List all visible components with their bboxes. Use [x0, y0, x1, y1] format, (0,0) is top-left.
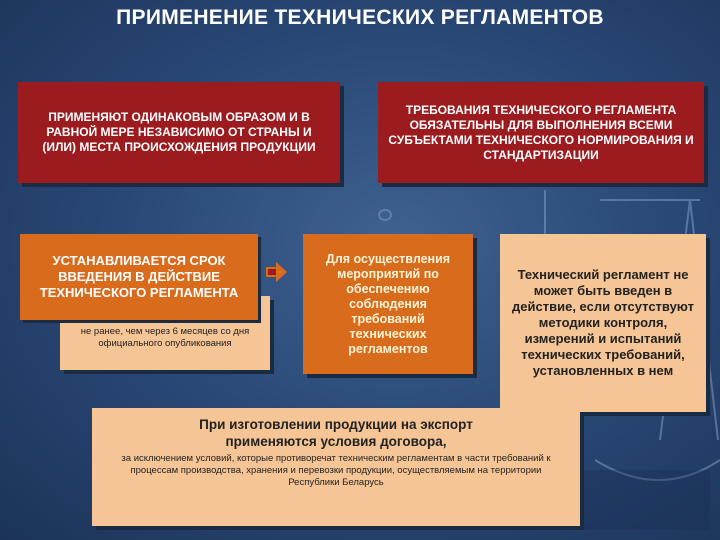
arrow-right-icon [266, 261, 288, 283]
page-title: ПРИМЕНЕНИЕ ТЕХНИЧЕСКИХ РЕГЛАМЕНТОВ [116, 6, 604, 29]
term-note-text: не ранее, чем через 6 месяцев со дня официального опубликования [80, 326, 250, 349]
measures-text: Для осуществления мероприятий по обеспечению соблюдения требований технических регламентов [325, 251, 451, 356]
cannot-enter-text: Технический регламент не может быть введен в действие, если отсутствуют методики контроля, измерений и испытаний технических требований, установленных в нем [512, 267, 694, 378]
cannot-enter-box [500, 234, 706, 412]
term-heading-text: УСТАНАВЛИВАЕТСЯ СРОК ВВЕДЕНИЯ В ДЕЙСТВИЕ ТЕХНИЧЕСКОГО РЕГЛАМЕНТА [39, 253, 239, 300]
requirements-text: ТРЕБОВАНИЯ ТЕХНИЧЕСКОГО РЕГЛАМЕНТА ОБЯЗАТЕЛЬНЫ ДЛЯ ВЫПОЛНЕНИЯ ВСЕМИ СУБЪЕКТАМИ ТЕХНИЧЕСКОГО НОРМИРОВАНИЯ И СТАНДАРТИЗАЦИИ [388, 102, 694, 162]
export-main-text: При изготовлении продукции на экспорт применяются условия договора, [199, 417, 473, 449]
apply-equally-box [18, 82, 340, 183]
export-box [92, 408, 580, 526]
term-heading-box [20, 234, 258, 320]
measures-box [303, 234, 473, 374]
requirements-box [378, 82, 704, 183]
export-sub-text: за исключением условий, которые противоречат техническим регламентам в части требований к процессам производства, хранения и перевозки продукции, осуществляемым на территории Республики Беларусь [121, 453, 551, 488]
apply-equally-text: ПРИМЕНЯЮТ ОДИНАКОВЫМ ОБРАЗОМ И В РАВНОЙ МЕРЕ НЕЗАВИСИМО ОТ СТРАНЫ И (ИЛИ) МЕСТА ПРОИСХОЖДЕНИЯ ПРОДУКЦИИ [42, 110, 316, 154]
